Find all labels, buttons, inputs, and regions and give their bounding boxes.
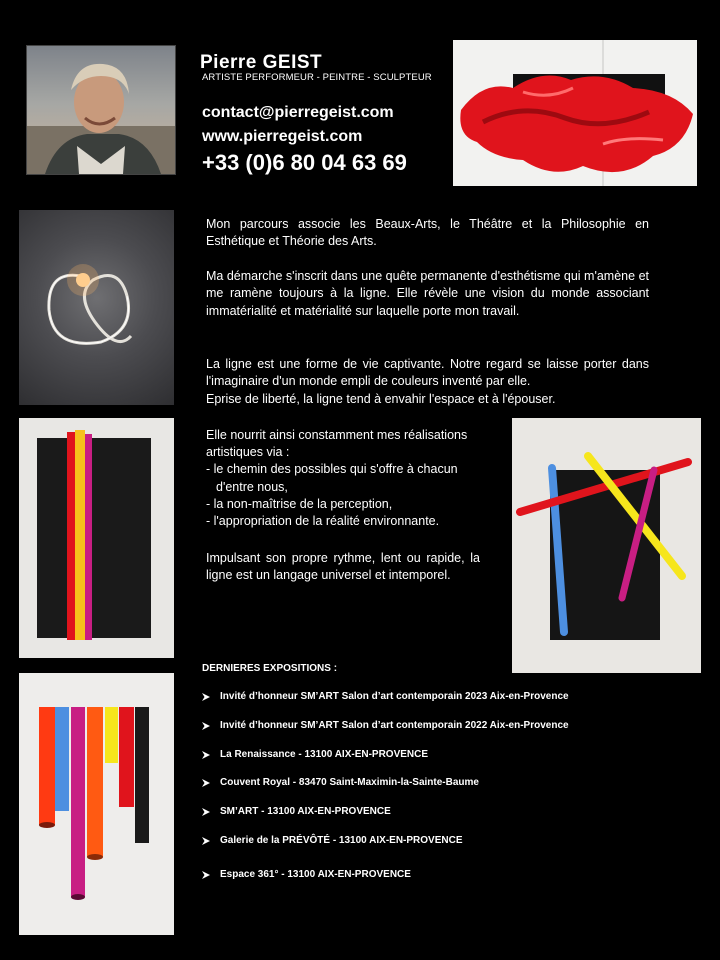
exhibition-item-text: SM’ART - 13100 AIX-EN-PROVENCE — [220, 806, 391, 817]
bio-list-item-1-continuation: d'entre nous, — [216, 479, 288, 494]
exhibition-item — [201, 806, 391, 817]
exhibition-item-text: Espace 361° - 13100 AIX-EN-PROVENCE — [220, 869, 411, 880]
red-sculpture-illustration — [453, 40, 697, 186]
bio-paragraph-4-intro: Elle nourrit ainsi constamment mes réalisations artistiques via : — [206, 428, 468, 460]
arrowhead-bullet-icon — [201, 778, 211, 788]
phone-number[interactable]: +33 (0)6 80 04 63 69 — [202, 150, 407, 175]
dark-panel-artwork-photo — [19, 418, 174, 658]
arrowhead-bullet-icon — [201, 807, 211, 817]
exhibition-item — [201, 691, 569, 702]
arrowhead-bullet-icon — [201, 870, 211, 880]
crossed-sticks-artwork-photo — [512, 418, 701, 673]
bio-paragraph-3-line-1: La ligne est une forme de vie captivante. Notre regard se laisse porter dans l'imaginaire d'un monde empli de couleurs inventé par elle. — [206, 357, 649, 389]
exhibitions-title: DERNIERES EXPOSITIONS : — [202, 663, 338, 674]
vertical-tubes-panel-illustration — [19, 418, 174, 658]
hanging-tubes-illustration — [19, 673, 174, 935]
light-loop-illustration — [19, 210, 174, 405]
exhibition-item — [201, 869, 411, 880]
portrait-illustration — [27, 46, 175, 174]
artist-portrait-photo — [26, 45, 176, 175]
exhibition-item-text: Couvent Royal - 83470 Saint-Maximin-la-Sainte-Baume — [220, 777, 479, 788]
contact-email[interactable]: contact@pierregeist.com — [202, 104, 394, 121]
hanging-tubes-artwork-photo — [19, 673, 174, 935]
artist-subtitle: ARTISTE PERFORMEUR - PEINTRE - SCULPTEUR — [202, 72, 432, 83]
exhibition-item-text: Invité d’honneur SM’ART Salon d’art contemporain 2022 Aix-en-Provence — [220, 720, 569, 731]
bio-paragraph-5: Impulsant son propre rythme, lent ou rapide, la ligne est un langage universel et intemporel. — [206, 551, 480, 583]
exhibition-item-text: Galerie de la PRÉVÔTÉ - 13100 AIX-EN-PROVENCE — [220, 835, 463, 846]
bio-paragraph-3-line-2: Eprise de liberté, la ligne tend à envahir l'espace et à l'épouser. — [206, 391, 556, 406]
exhibition-item — [201, 777, 479, 788]
bio-paragraph-1: Mon parcours associe les Beaux-Arts, le Théâtre et la Philosophie en Esthétique et Théorie des Arts. — [206, 217, 649, 249]
bio-list-item-2: - la non-maîtrise de la perception, — [206, 496, 393, 511]
bio-paragraph-2: Ma démarche s'inscrit dans une quête permanente d'esthétisme qui m'amène et me ramène toujours à la ligne. Elle révèle une vision du monde associant immatérialité et matérialité sur laquelle porte mon travail. — [206, 269, 649, 318]
exhibition-item-text: Invité d’honneur SM’ART Salon d’art contemporain 2023 Aix-en-Provence — [220, 691, 569, 702]
crossed-sticks-illustration — [512, 418, 701, 673]
light-drawing-photo — [19, 210, 174, 405]
bio-paragraph-3 — [206, 356, 649, 408]
bio-list-item-1: - le chemin des possibles qui s'offre à chacun — [206, 462, 458, 477]
bio-paragraph-4 — [206, 427, 486, 530]
artist-name: Pierre GEIST — [200, 52, 323, 73]
exhibition-item — [201, 749, 428, 760]
website-link[interactable]: www.pierregeist.com — [202, 128, 363, 145]
arrowhead-bullet-icon — [201, 750, 211, 760]
exhibition-item — [201, 835, 463, 846]
arrowhead-bullet-icon — [201, 836, 211, 846]
exhibition-item-text: La Renaissance - 13100 AIX-EN-PROVENCE — [220, 749, 429, 760]
red-sculpture-photo — [453, 40, 697, 186]
bio-list-item-3: - l'appropriation de la réalité environnante. — [206, 514, 440, 529]
arrowhead-bullet-icon — [201, 721, 211, 731]
exhibition-item — [201, 720, 569, 731]
arrowhead-bullet-icon — [201, 692, 211, 702]
